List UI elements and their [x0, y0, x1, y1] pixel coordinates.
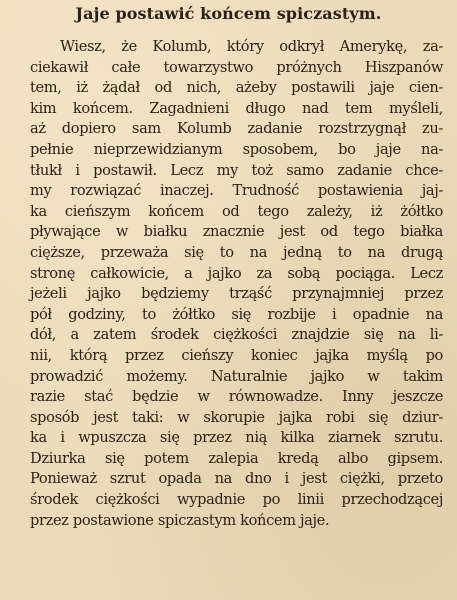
- text-line: nii, którą przez cieńszy koniec jajka myślą po: [30, 346, 443, 364]
- text-line: prowadzić możemy. Naturalnie jajko w takim: [30, 367, 443, 385]
- text-line: dół, a zatem środek ciężkości znajdzie się na li-: [30, 326, 443, 344]
- text-line: środek ciężkości wypadnie po linii przechodzącej: [30, 491, 443, 509]
- text-line: stronę całkowicie, a jajko za sobą pociąga. Lecz: [30, 264, 443, 282]
- text-line: ciekawił całe towarzystwo próżnych Hiszpanów: [30, 58, 443, 76]
- text-line: pełnie nieprzewidzianym sposobem, bo jaje na-: [30, 140, 443, 158]
- text-line: sposób jest taki: w skorupie jajka robi się dziur-: [30, 408, 443, 426]
- text-line: tem, iż żądał od nich, ażeby postawili jaje cien-: [30, 79, 443, 97]
- text-line: aż dopiero sam Kolumb zadanie rozstrzygnął zu-: [30, 120, 443, 138]
- section-title: Jaje postawić końcem spiczastym.: [75, 4, 382, 23]
- text-line: Ponieważ szrut opada na dno i jest ciężki, przeto: [30, 470, 443, 488]
- text-line: my rozwiązać inaczej. Trudność postawienia jaj-: [30, 182, 443, 200]
- text-line: Wiesz, że Kolumb, który odkrył Amerykę, za-: [60, 38, 443, 55]
- text-line: Dziurka się potem zalepia kredą albo gipsem.: [30, 449, 443, 467]
- text-line: razie stać będzie w równowadze. Inny jeszcze: [30, 388, 443, 406]
- text-line: jeżeli jajko będziemy trząść przynajmniej przez: [30, 285, 443, 303]
- text-line: kim końcem. Zagadnieni długo nad tem myśleli,: [30, 99, 443, 117]
- text-line: pływające w białku znacznie jest od tego białka: [30, 223, 443, 241]
- text-line: tłukł i postawił. Lecz my toż samo zadanie chce-: [30, 161, 443, 179]
- text-line: pół godziny, to żółtko się rozbije i opadnie na: [30, 305, 443, 323]
- text-line: przez postawione spiczastym końcem jaje.: [30, 511, 330, 529]
- text-line: cięższe, przeważa się to na jedną to na drugą: [30, 243, 443, 261]
- paragraph: [0, 37, 457, 531]
- text-line: ka i wpuszcza się przez nią kilka ziarnek szrutu.: [30, 429, 443, 447]
- text-line: ka cieńszym końcem od tego zależy, iż żółtko: [30, 202, 443, 220]
